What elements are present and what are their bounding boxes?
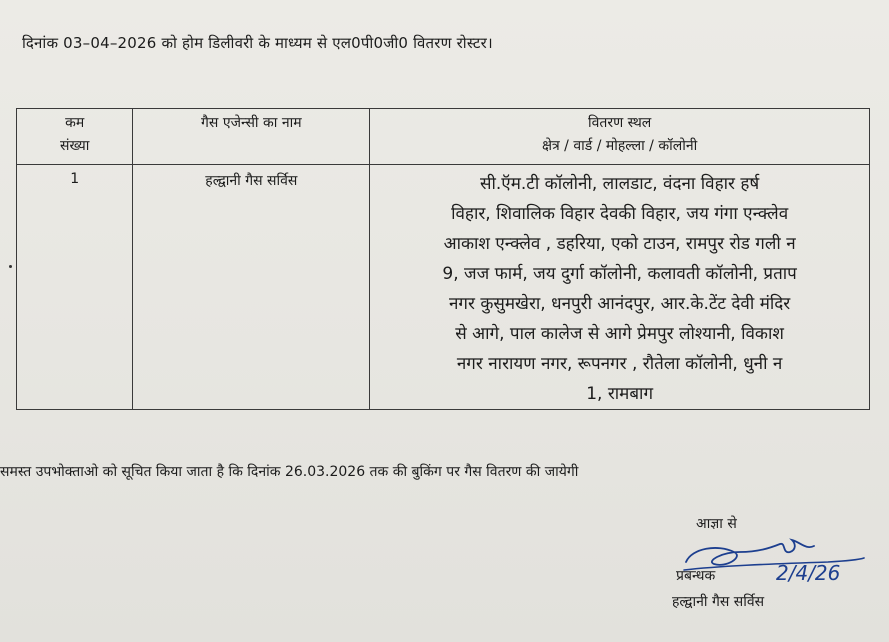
row-agency-name: हल्द्वानी गैस सर्विस — [133, 165, 370, 410]
table-row — [17, 165, 870, 410]
area-line-5: नगर कुसुमखेरा, धनपुरी आनंदपुर, आर.के.टेंट देवी मंदिर — [448, 294, 791, 314]
table-header-row — [17, 109, 870, 165]
row-distribution-areas — [370, 165, 870, 410]
manager-designation: प्रबन्धक — [676, 568, 716, 584]
signature-date: 2/4/26 — [776, 561, 841, 585]
signature-block — [660, 508, 860, 618]
header-agency-name — [133, 109, 370, 165]
header-serial-line-2: संख्या — [60, 138, 90, 154]
distribution-roster-table — [16, 108, 870, 410]
header-area-line-2: क्षेत्र / वार्ड / मोहल्ला / कॉलोनी — [541, 138, 698, 154]
area-line-1: सी.ऍम.टी कॉलोनी, लालडाट, वंदना विहार हर्ष — [480, 174, 760, 194]
area-line-2: विहार, शिवालिक विहार देवकी विहार, जय गंगा एन्क्लेव — [451, 204, 789, 224]
area-line-4: 9, जज फार्म, जय दुर्गा कॉलोनी, कलावती कॉलोनी, प्रताप — [442, 264, 797, 284]
row-serial-number: 1 — [17, 165, 133, 410]
header-area-line-1: वितरण स्थल — [587, 115, 652, 131]
header-serial-number — [17, 109, 133, 165]
margin-dot — [9, 265, 12, 268]
booking-notice: समस्त उपभोक्ताओ को सूचित किया जाता है कि दिनांक 26.03.2026 तक की बुकिंग पर गैस वितरण की जायेगी — [0, 464, 579, 480]
header-distribution-area — [370, 109, 870, 165]
signatory-agency: हल्द्वानी गैस सर्विस — [672, 594, 765, 610]
area-line-8: 1, रामबाग — [586, 384, 654, 404]
area-line-3: आकाश एन्क्लेव , डहरिया, एको टाउन, रामपुर रोड गली न — [443, 234, 796, 254]
header-agency-label: गैस एजेन्सी का नाम — [201, 115, 302, 131]
area-line-6: से आगे, पाल कालेज से आगे प्रेमपुर लोश्यानी, विकाश — [455, 324, 784, 344]
document-heading: दिनांक 03–04–2026 को होम डिलीवरी के माध्यम से एल0पी0जी0 वितरण रोस्टर। — [22, 34, 493, 52]
header-serial-line-1: कम — [65, 115, 85, 131]
area-line-7: नगर नारायण नगर, रूपनगर , रौतेला कॉलोनी, धुनी न — [456, 354, 783, 374]
order-text: आज्ञा से — [696, 516, 737, 532]
